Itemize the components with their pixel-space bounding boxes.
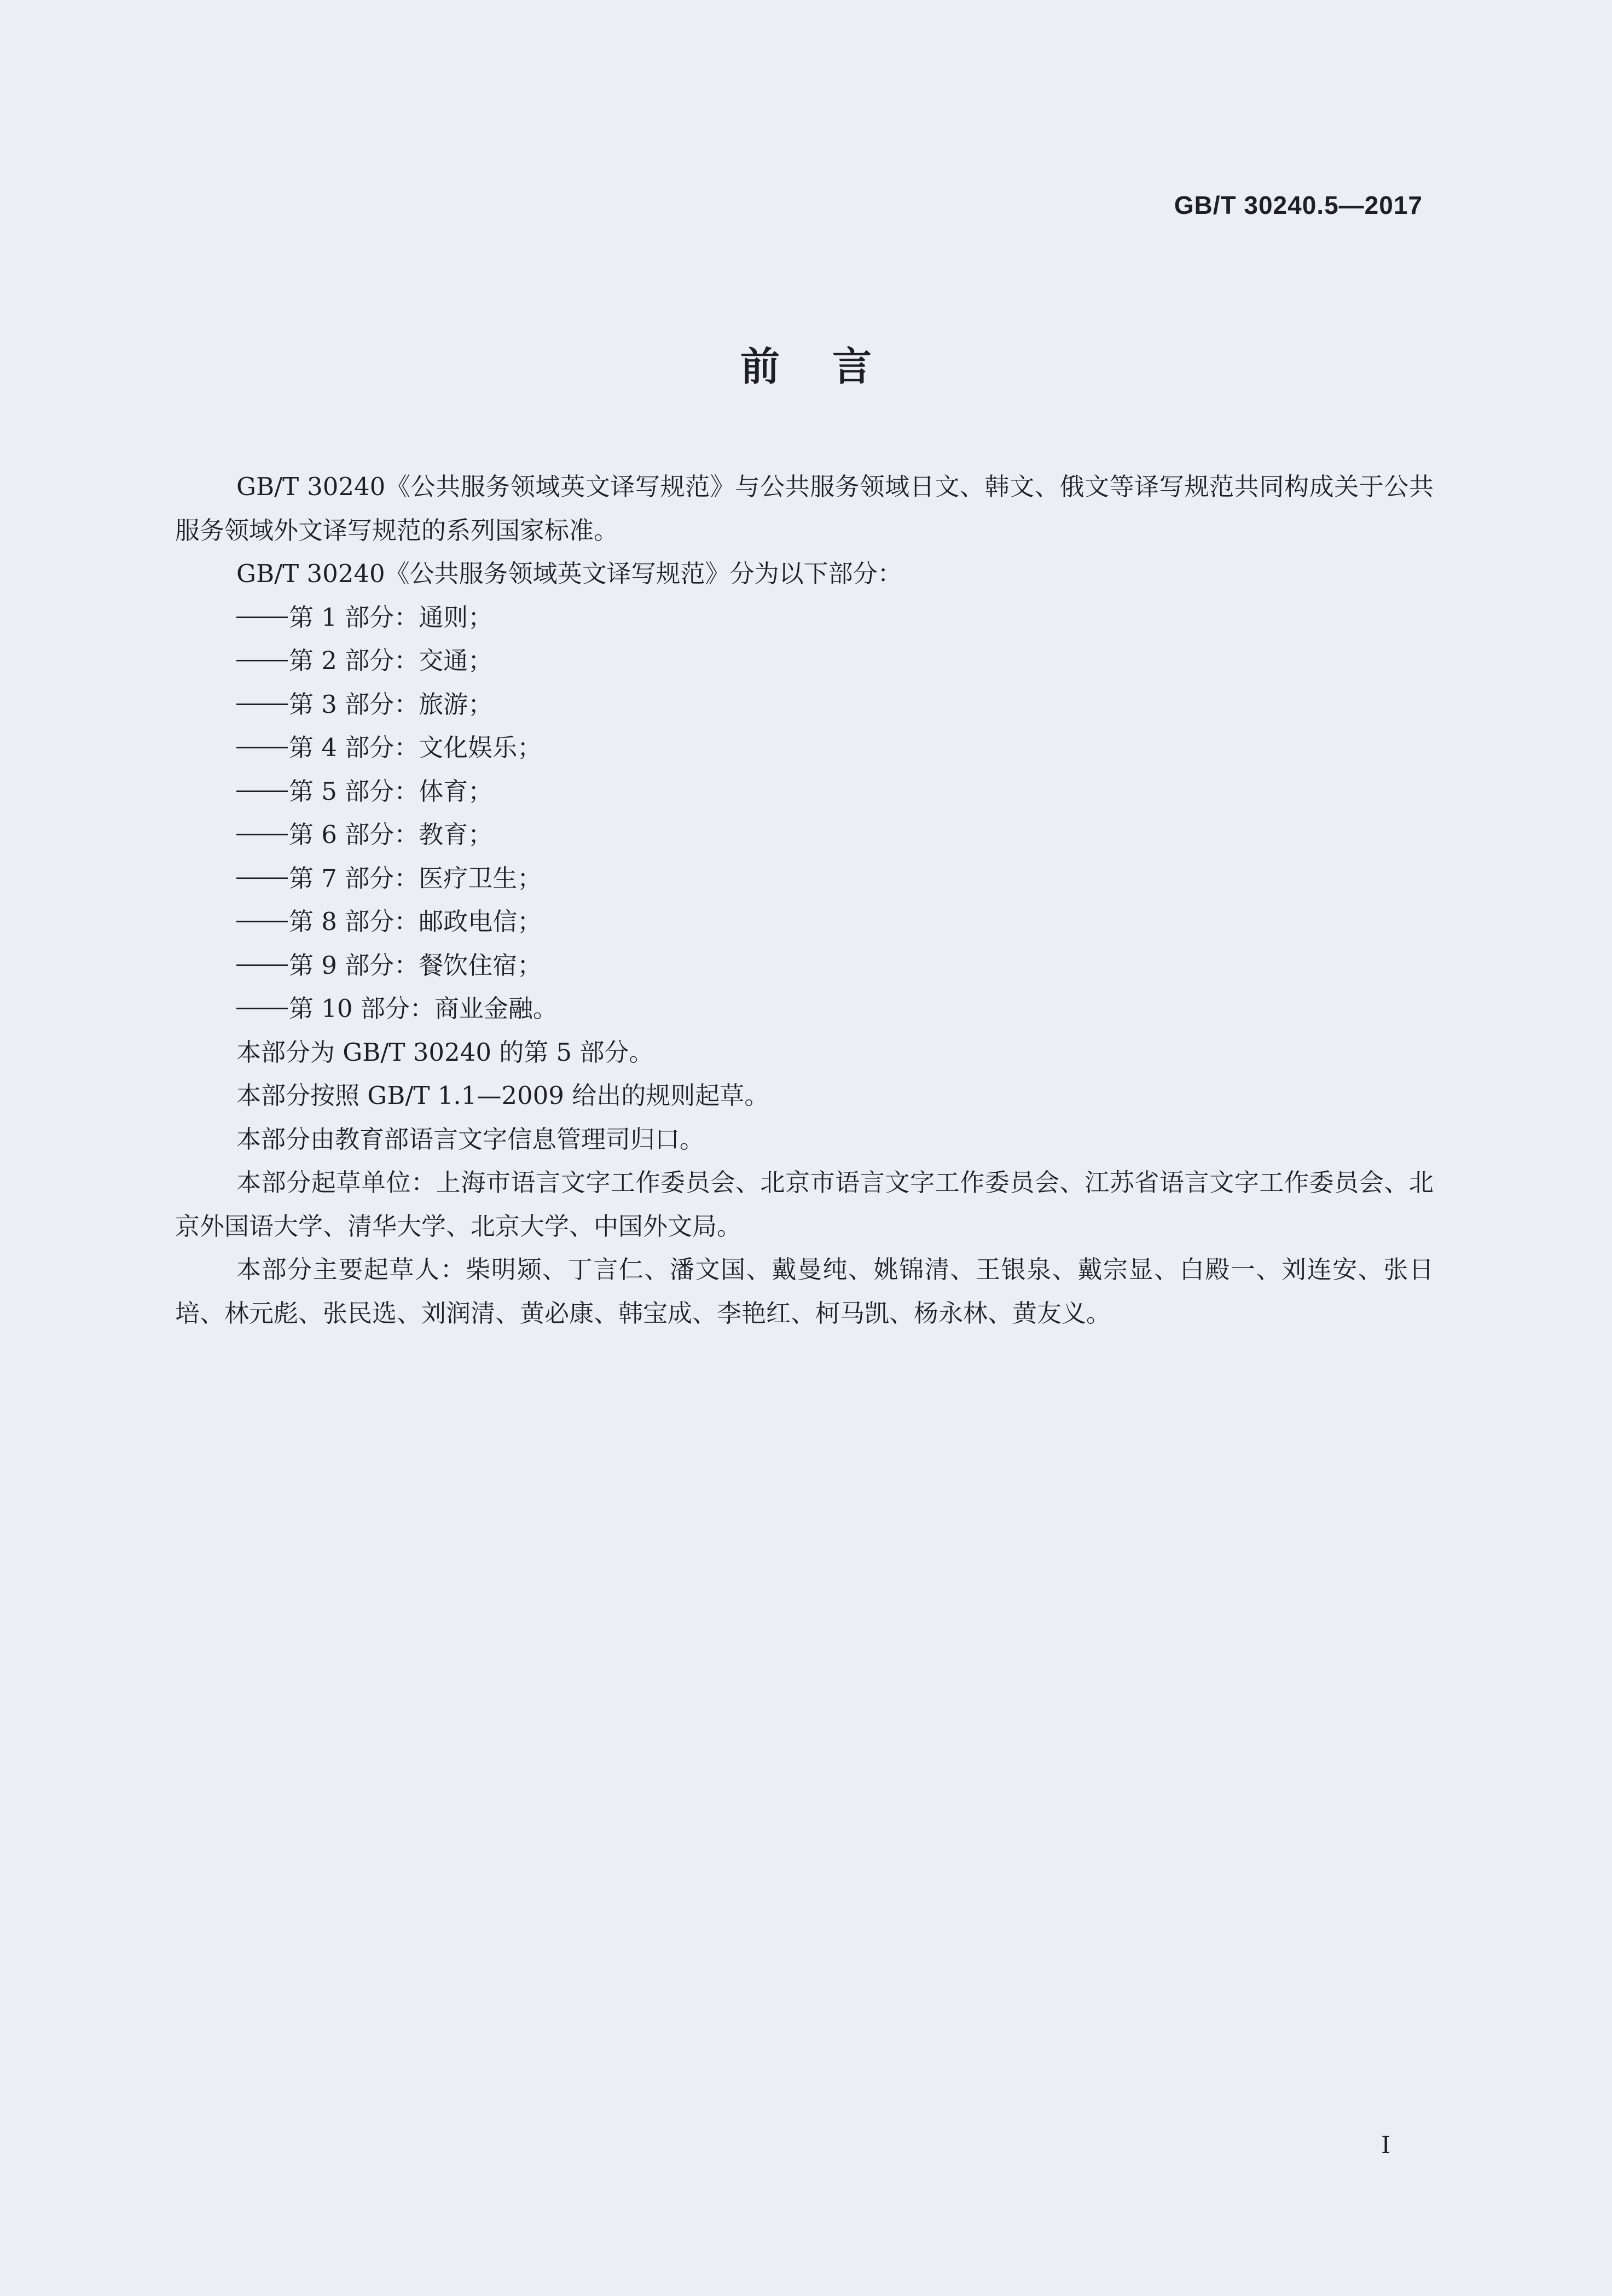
standard-number: GB/T 30240.5—2017 (1174, 191, 1423, 219)
list-item-text: 第 9 部分：餐饮住宿； (289, 950, 542, 980)
dash-icon (236, 790, 288, 792)
dash-icon (236, 834, 288, 835)
statement-paragraph: 本部分按照 GB/T 1.1—2009 给出的规则起草。 (236, 1081, 769, 1110)
dash-icon (236, 877, 288, 879)
dash-icon (236, 704, 288, 705)
parts-list (175, 596, 1434, 1031)
dash-icon (236, 660, 288, 661)
list-item-text: 第 1 部分：通则； (289, 602, 493, 632)
list-item-text: 第 8 部分：邮政电信； (289, 907, 542, 936)
dash-icon (236, 617, 288, 618)
list-item (175, 770, 1434, 813)
list-item (175, 639, 1434, 683)
intro-paragraph: GB/T 30240《公共服务领域英文译写规范》与公共服务领域日文、韩文、俄文等译写规范共同构成关于公共服务领域外文译写规范的系列国家标准。 (175, 472, 1434, 545)
list-item (175, 596, 1434, 640)
list-item-text: 第 10 部分：商业金融。 (289, 994, 558, 1023)
page-number: I (1381, 2131, 1391, 2159)
list-item-text: 第 7 部分：医疗卫生； (289, 863, 542, 893)
list-item (175, 683, 1434, 726)
list-item-text: 第 6 部分：教育； (289, 820, 493, 849)
foreword-body (175, 465, 1434, 1335)
list-item-text: 第 5 部分：体育； (289, 776, 493, 806)
dash-icon (236, 747, 288, 748)
list-item-text: 第 3 部分：旅游； (289, 689, 493, 719)
list-item-text: 第 2 部分：交通； (289, 646, 493, 675)
intro-paragraph: GB/T 30240《公共服务领域英文译写规范》分为以下部分： (236, 559, 902, 588)
drafting-units-paragraph: 本部分起草单位：上海市语言文字工作委员会、北京市语言文字工作委员会、江苏省语言文字工作委员会、北京外国语大学、清华大学、北京大学、中国外文局。 (175, 1168, 1434, 1241)
page-title: 前言 (740, 344, 924, 390)
list-item (175, 944, 1434, 987)
list-item (175, 857, 1434, 900)
dash-icon (236, 921, 288, 922)
drafters-paragraph: 本部分主要起草人：柴明颎、丁言仁、潘文国、戴曼纯、姚锦清、王银泉、戴宗显、白殿一、刘连安、张日培、林元彪、张民选、刘润清、黄必康、韩宝成、李艳红、柯马凯、杨永林、黄友义。 (175, 1255, 1434, 1328)
list-item (175, 987, 1434, 1031)
list-item (175, 900, 1434, 944)
statement-paragraph: 本部分为 GB/T 30240 的第 5 部分。 (236, 1037, 654, 1067)
dash-icon (236, 964, 288, 966)
list-item-text: 第 4 部分：文化娱乐； (289, 733, 542, 762)
dash-icon (236, 1008, 288, 1009)
statement-paragraph: 本部分由教育部语言文字信息管理司归口。 (236, 1124, 705, 1154)
list-item (175, 813, 1434, 857)
list-item (175, 726, 1434, 770)
